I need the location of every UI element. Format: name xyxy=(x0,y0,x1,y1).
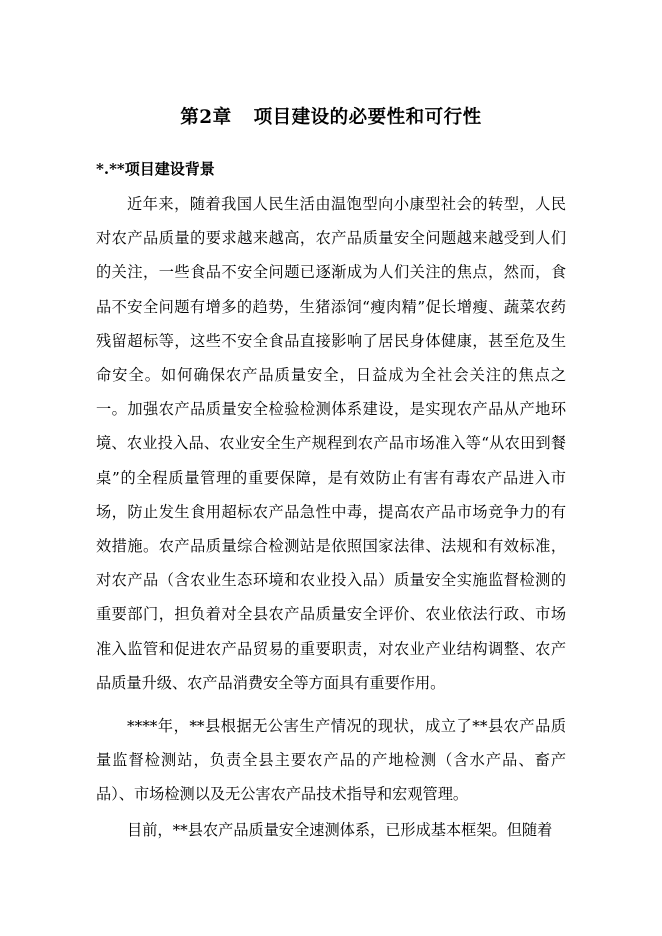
body-paragraph: ****年，**县根据无公害生产情况的现状，成立了**县农产品质量监督检测站，负责全县主要农产品的产地检测（含水产品、畜产品）、市场检测以及无公害农产品技术指导和宏观管理。 xyxy=(96,717,566,804)
chapter-title xyxy=(0,104,662,132)
body-paragraph: 近年来，随着我国人民生活由温饱型向小康型社会的转型，人民对农产品质量的要求越来越高，农产品质量安全问题越来越受到人们的关注，一些食品不安全问题已逐渐成为人们关注的焦点，然而，食品不安全问题有增多的趋势，生猪添饲“瘦肉精”促长增瘦、蔬菜农药残留超标等，这些不安全食品直接影响了居民身体健康，甚至危及生命安全。如何确保农产品质量安全，日益成为全社会关注的焦点之一。加强农产品质量安全检验检测体系建设，是实现农产品从产地环境、农业投入品、农业安全生产规程到农产品市场准入等“从农田到餐桌”的全程质量管理的重要保障，是有效防止有害有毒农产品进入市场，防止发生食用超标农产品急性中毒，提高农产品市场竞争力的有效措施。农产品质量综合检测站是依照国家法律、法规和有效标准，对农产品（含农业生态环境和农业投入品）质量安全实施监督检测的重要部门，担负着对全县农产品质量安全评价、农业依法行政、市场准入监管和促进农产品贸易的重要职责，对农业产业结构调整、农产品质量升级、农产品消费安全等方面具有重要作用。 xyxy=(96,195,566,692)
chapter-title-text: 项目建设的必要性和可行性 xyxy=(253,107,482,128)
section-heading: *.**项目建设背景 xyxy=(96,160,215,178)
body-paragraph: 目前，**县农产品质量安全速测体系，已形成基本框架。但随着 xyxy=(127,821,553,839)
chapter-number: 第2章 xyxy=(180,107,232,128)
